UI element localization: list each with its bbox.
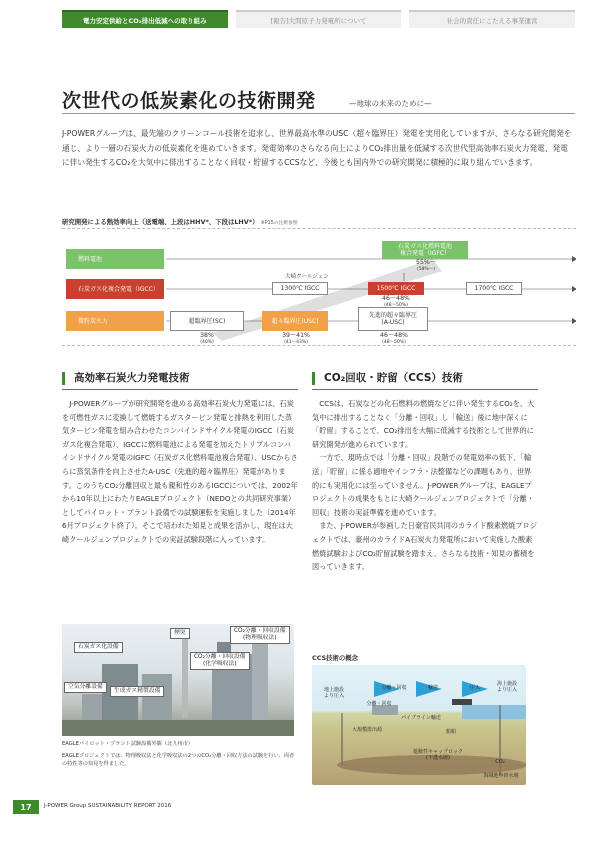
section-right-heading: CO₂回収・貯留（CCS）技術	[312, 372, 538, 385]
section-right-p2: 一方で、現時点では「分離・回収」段階での発電効率の低下、「輸送」「貯留」に係る適地やインフラ・法整備などの課題もあり、世界的にも実用化には至っていません。J-POWERグループは、EAGLEプロジェクトの成果をもとに大崎クールジェンプロジェクトで「分離・回収」技術の実証準備を進めています。	[312, 453, 535, 517]
pct-igcc	[368, 295, 424, 309]
ccs-transport: 輸送	[427, 685, 438, 691]
ccs-figure-title: CCS技術の概念	[312, 654, 359, 662]
ccs-offshore-l1: 海上施設	[496, 681, 517, 687]
photo-label-stack: 煙突	[170, 628, 190, 639]
diagram-title-text: 研究開発による熱効率向上（送電端、上段はHHV*、下段はLHV*）	[62, 218, 259, 226]
igfc-line2: 複合発電（IGFC）	[399, 250, 451, 257]
page-title-block	[62, 92, 575, 114]
box-igcc1300: 1300℃ IGCC	[272, 282, 328, 295]
row-fuel-cell: 燃料電池	[66, 249, 164, 269]
photo-caption-1: EAGLEパイロット・プラント試験設備外観（北九州市）	[62, 741, 193, 747]
ccs-caprock-l2: (不透水層)	[426, 755, 450, 761]
ausc-line1: 先進的超々臨界圧	[368, 312, 417, 319]
section-right-p3: また、J-POWERが参画した日豪官民共同のカライド酸素燃焼プロジェクトでは、豪州のカライドA石炭火力発電所において実施した酸素燃焼試験およびCO₂貯留試験を踏まえ、さらなる技術・知見の蓄積を図っていきます。	[312, 521, 537, 572]
tab-co2[interactable]: 電力安定供給とCO₂排出低減への取り組み	[62, 10, 228, 28]
box-igfc	[382, 241, 468, 259]
ccs-offshore	[488, 681, 526, 693]
box-igcc1500: 1500℃ IGCC	[368, 282, 424, 295]
pct-ausc	[366, 332, 422, 346]
section-left-body: J-POWERグループが研究開発を進める高効率石炭火力発電には、石炭を可燃性ガスに変換して燃焼するガスタービン発電と排熱を利用した蒸気タービン発電を組み合わせたコンバインドサイクル発電のIGCC（石炭ガス化複合発電）、IGCCに燃料電池による発電を加えたトリプルコンバインドサイクル発電のIGFC（石炭ガス化燃料電池複合発電）、USCからさらに蒸気条件を向上させたA-USC（先進的超々臨界圧）発電があります。このうちCO₂分離回収と最も親和性のあるIGCCについては、2002年から10年以上にわたりEAGLEプロジェクト（NEDOとの共同研究事業）としてパイロット・プラント設備での試験運転を実施しました（2014年6月プロジェクト終了）。そこで培われた知見と成果を活かし、現在は大崎クールジェンプロジェクトでの実証試験段階に入っています。	[62, 399, 298, 544]
tab-ohma[interactable]: [報告]大間原子力発電所について	[236, 10, 402, 28]
photo-label-co2-phys	[230, 626, 290, 644]
pct-sc-lhv: (40%)	[200, 340, 214, 345]
diagram-note: ※P15の注釈参照	[260, 221, 298, 226]
co2-phys-line1: CO₂分離・回収設備	[234, 628, 286, 634]
diagram-title	[62, 217, 298, 226]
ccs-offshore-l2: より圧入	[496, 687, 517, 693]
ccs-ship: 船舶	[445, 729, 456, 735]
efficiency-diagram	[62, 228, 576, 346]
page-title: 次世代の低炭素化の技術開発	[62, 90, 316, 112]
photo-label-air-sep: 空気分離設備	[64, 682, 107, 693]
section-ccs	[312, 372, 538, 574]
ccs-onshore-l1: 地上施設	[323, 687, 344, 693]
co2-chem-line1: CO₂分離・回収設備	[194, 654, 246, 660]
ccs-onshore	[316, 687, 352, 699]
section-right-body	[312, 397, 538, 574]
ausc-line2: (A-USC)	[381, 319, 405, 326]
ccs-figure	[312, 665, 526, 785]
pct-usc-hhv: 39〜41%	[282, 332, 310, 339]
pct-usc	[268, 332, 324, 346]
eagle-plant-photo	[62, 624, 294, 736]
photo-label-gasifier: 石炭ガス化設備	[74, 642, 123, 653]
pct-ausc-hhv: 46〜48%	[380, 332, 408, 339]
box-ausc	[358, 307, 428, 331]
pct-usc-lhv: (41〜43%)	[284, 340, 308, 345]
pct-igfc	[398, 259, 454, 273]
label-osaki: 大崎クールジェン	[285, 274, 329, 280]
section-left-heading: 高効率石炭火力発電技術	[62, 372, 298, 385]
row-igcc: 石炭ガス化複合発電（IGCC）	[66, 279, 164, 299]
ccs-plant: 大規模排出源	[351, 727, 382, 733]
pct-igcc-hhv: 46〜48%	[382, 295, 410, 302]
intro-text: J-POWERグループは、最先端のクリーンコール技術を追求し、世界最高水準のUSC（超々臨界圧）発電を実用化していますが、さらなる研究開発を通じ、より一層の石炭火力の低炭素化を進めていきます。発電効率のさらなる向上によりCO₂排出量を低減する次世代型高効率石炭火力発電、発電に伴い発生するCO₂を大気中に排出することなく回収・貯留するCCSなど、今後とも国内外での研究開発に積極的に取り組んでいきます。	[62, 129, 572, 167]
igfc-line1: 石炭ガス化燃料電池	[397, 243, 452, 250]
section-left-rule	[62, 389, 298, 390]
tab-social[interactable]: 社会的責任にこたえる事業運営	[409, 10, 575, 28]
ccs-pipeline: パイプライン輸送	[401, 715, 441, 721]
top-tabs	[62, 10, 575, 28]
photo-label-gas-clean: 生成ガス精製設備	[110, 686, 164, 697]
photo-caption-2: EAGLEプロジェクトでは、物理吸収法と化学吸収法の2つのCO₂分離・回収方法の試験を行い、両者の特性等の知見を得ました。	[62, 753, 295, 767]
box-sc: 超臨界圧(SC)	[170, 311, 244, 331]
pct-igfc-lhv: (58%〜)	[416, 267, 435, 272]
photo-label-co2-chem	[190, 652, 250, 670]
ccs-sep2: 分離・回収	[366, 701, 392, 707]
ccs-aquifer: 海域地中帯水層	[483, 773, 519, 779]
footer-report-name: J-POWER Group SUSTAINABILITY REPORT 2016	[44, 803, 172, 809]
ccs-inject: 圧入	[469, 685, 480, 691]
section-high-efficiency	[62, 372, 298, 547]
row-pulverized: 微粉炭火力	[66, 311, 164, 331]
box-igcc1700: 1700℃ IGCC	[466, 282, 522, 295]
ccs-co2: CO₂	[495, 759, 505, 765]
pct-igcc-lhv: (48〜50%)	[384, 303, 408, 308]
pct-igfc-hhv: 55%〜	[416, 259, 436, 266]
ccs-sep: 分離・回収	[381, 685, 407, 691]
co2-chem-line2: (化学吸収法)	[203, 661, 237, 667]
photo-caption	[62, 740, 298, 768]
box-usc: 超々臨界圧(USC)	[262, 311, 328, 331]
ccs-onshore-l2: より圧入	[323, 693, 344, 699]
ccs-cap: 遮蔽性キャップロック	[413, 749, 463, 755]
pct-sc	[182, 332, 232, 346]
pct-ausc-lhv: (48〜50%)	[382, 340, 406, 345]
section-right-p1: CCSは、石炭などの化石燃料の燃焼などに伴い発生するCO₂を、大気中に排出することなく「分離・回収」し「輸送」後に地中深くに「貯留」することで、CO₂排出を大幅に低減する技術として世界的に研究開発が進められています。	[312, 399, 535, 449]
page-subtitle: —地球の未来のために—	[349, 99, 432, 108]
page-number: 17	[13, 800, 39, 814]
co2-phys-line2: (物理吸収法)	[243, 635, 277, 641]
ccs-caprock	[408, 749, 468, 761]
section-right-rule	[312, 389, 538, 390]
pct-sc-hhv: 38%	[200, 332, 214, 339]
